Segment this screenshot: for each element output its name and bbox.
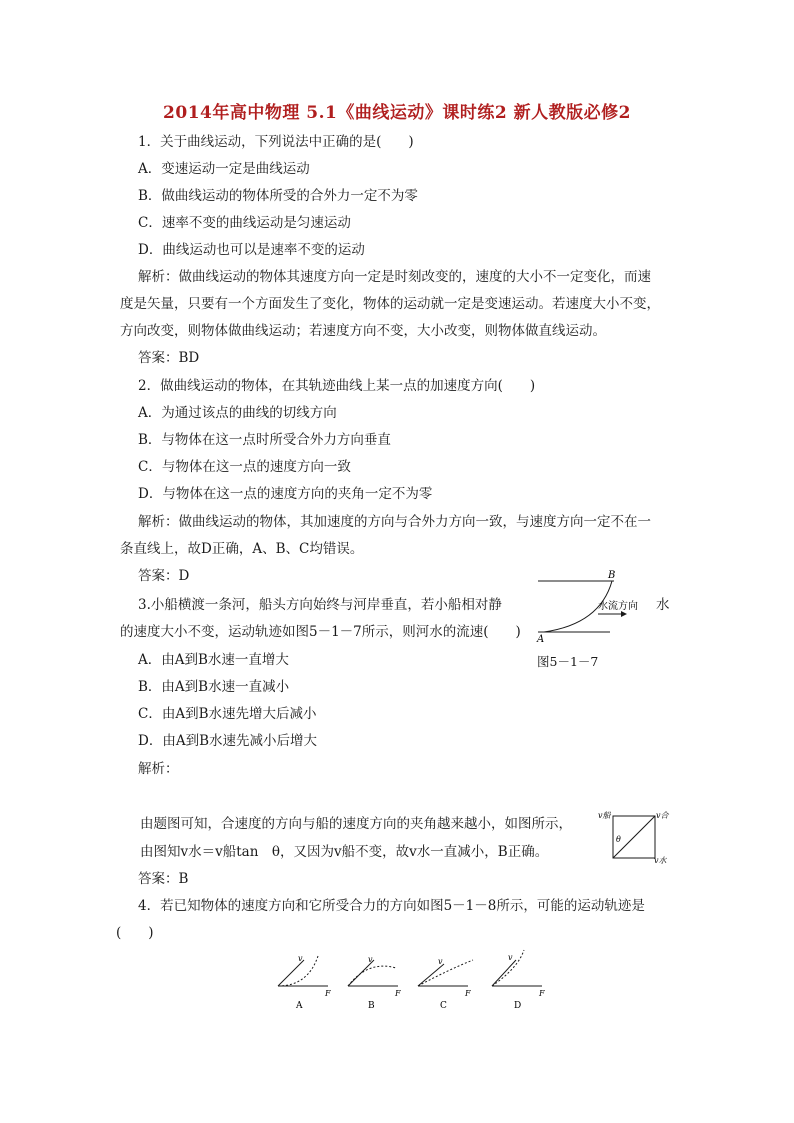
q3-stem-line-2: 的速度大小不变，运动轨迹如图5－1－7所示，则河水的流速( ) <box>120 624 521 640</box>
velocity-vector-figure <box>598 808 684 866</box>
q4-a-v-label: v <box>298 954 303 963</box>
q4-stem-line-1: 4．若已知物体的速度方向和它所受合力的方向如图5－1－8所示，可能的运动轨迹是 <box>138 898 645 914</box>
q3-answer: 答案：B <box>138 871 189 887</box>
q4-c-v-label: v <box>438 957 443 966</box>
q3-analysis-line-1: 由题图可知，合速度的方向与船的速度方向的夹角越来越小，如图所示， <box>140 816 572 832</box>
q1-option-b: B．做曲线运动的物体所受的合外力一定不为零 <box>138 188 418 204</box>
q1-answer: 答案：BD <box>138 350 200 366</box>
q1-analysis-line-1: 解析：做曲线运动的物体其速度方向一定是时刻改变的，速度的大小不一定变化，而速 <box>138 269 651 285</box>
q3-option-b: B．由A到B水速一直减小 <box>138 679 290 695</box>
label-v-boat: v船 <box>598 811 611 820</box>
q2-stem: 2．做曲线运动的物体，在其轨迹曲线上某一点的加速度方向( ) <box>138 378 536 394</box>
q1-analysis-line-3: 方向改变，则物体做曲线运动；若速度方向不变，大小改变，则物体做直线运动。 <box>120 323 606 339</box>
q4-stem-line-2: ( ) <box>116 925 154 941</box>
label-v-water: v水 <box>654 856 667 865</box>
q1-option-a: A．变速运动一定是曲线运动 <box>138 161 310 177</box>
q4-d-f-label: F <box>539 989 545 998</box>
river-label-a: A <box>537 634 545 645</box>
q4-figure-c <box>418 957 473 1011</box>
q3-stem-tail: 水 <box>656 597 670 613</box>
q3-analysis-line-2: 由图知v水＝v船tan θ，又因为v船不变，故v水一直减小，B正确。 <box>140 844 549 860</box>
q2-option-a: A．为通过该点的曲线的切线方向 <box>138 405 337 421</box>
figure-5-1-7-caption: 图5－1－7 <box>537 654 599 669</box>
q2-option-c: C．与物体在这一点的速度方向一致 <box>138 459 351 475</box>
q4-b-f-label: F <box>395 989 401 998</box>
q3-option-a: A．由A到B水速一直增大 <box>138 652 289 668</box>
q4-a-f-label: F <box>325 989 331 998</box>
river-trajectory-figure <box>530 568 650 646</box>
q1-analysis-line-2: 度是矢量，只要有一个方面发生了变化，物体的运动就一定是变速运动。若速度大小不变， <box>120 296 660 312</box>
q1-option-c: C．速率不变的曲线运动是匀速运动 <box>138 215 351 231</box>
q3-analysis-label: 解析： <box>138 761 179 777</box>
q2-option-d: D．与物体在这一点的速度方向的夹角一定不为零 <box>138 486 433 502</box>
q3-option-d: D．由A到B水速先减小后增大 <box>138 733 317 749</box>
flow-direction-label: 水流方向 <box>598 601 638 612</box>
q4-figure-d <box>492 950 545 1011</box>
q4-d-letter: D <box>514 1001 522 1011</box>
q1-stem: 1．关于曲线运动，下列说法中正确的是( ) <box>138 134 414 150</box>
q2-answer: 答案：D <box>138 568 190 584</box>
q2-analysis-line-1: 解析：做曲线运动的物体，其加速度的方向与合外力方向一致，与速度方向一定不在一 <box>138 514 651 530</box>
q4-a-letter: A <box>296 1001 303 1011</box>
q3-stem-line-1: 3.小船横渡一条河，船头方向始终与河岸垂直，若小船相对静 <box>138 597 502 613</box>
label-v-total: v合 <box>656 811 669 820</box>
q3-option-c: C．由A到B水速先增大后减小 <box>138 706 317 722</box>
q4-figure-b <box>348 955 401 1011</box>
q2-option-b: B．与物体在这一点时所受合外力方向垂直 <box>138 432 391 448</box>
q4-b-letter: B <box>368 1001 375 1011</box>
label-theta: θ <box>616 835 621 844</box>
q4-c-letter: C <box>440 1001 447 1011</box>
river-label-b: B <box>608 570 616 581</box>
q4-figure-a <box>278 954 331 1011</box>
q1-option-d: D．曲线运动也可以是速率不变的运动 <box>138 242 365 258</box>
q4-d-v-label: v <box>508 953 513 962</box>
q4-b-v-label: v <box>368 955 373 964</box>
q4-c-f-label: F <box>465 989 471 998</box>
q2-analysis-line-2: 条直线上，故D正确，A、B、C均错误。 <box>120 541 364 557</box>
page-title: 2014年高中物理 5.1《曲线运动》课时练2 新人教版必修2 <box>163 103 631 123</box>
q4-option-figures <box>268 946 558 1016</box>
